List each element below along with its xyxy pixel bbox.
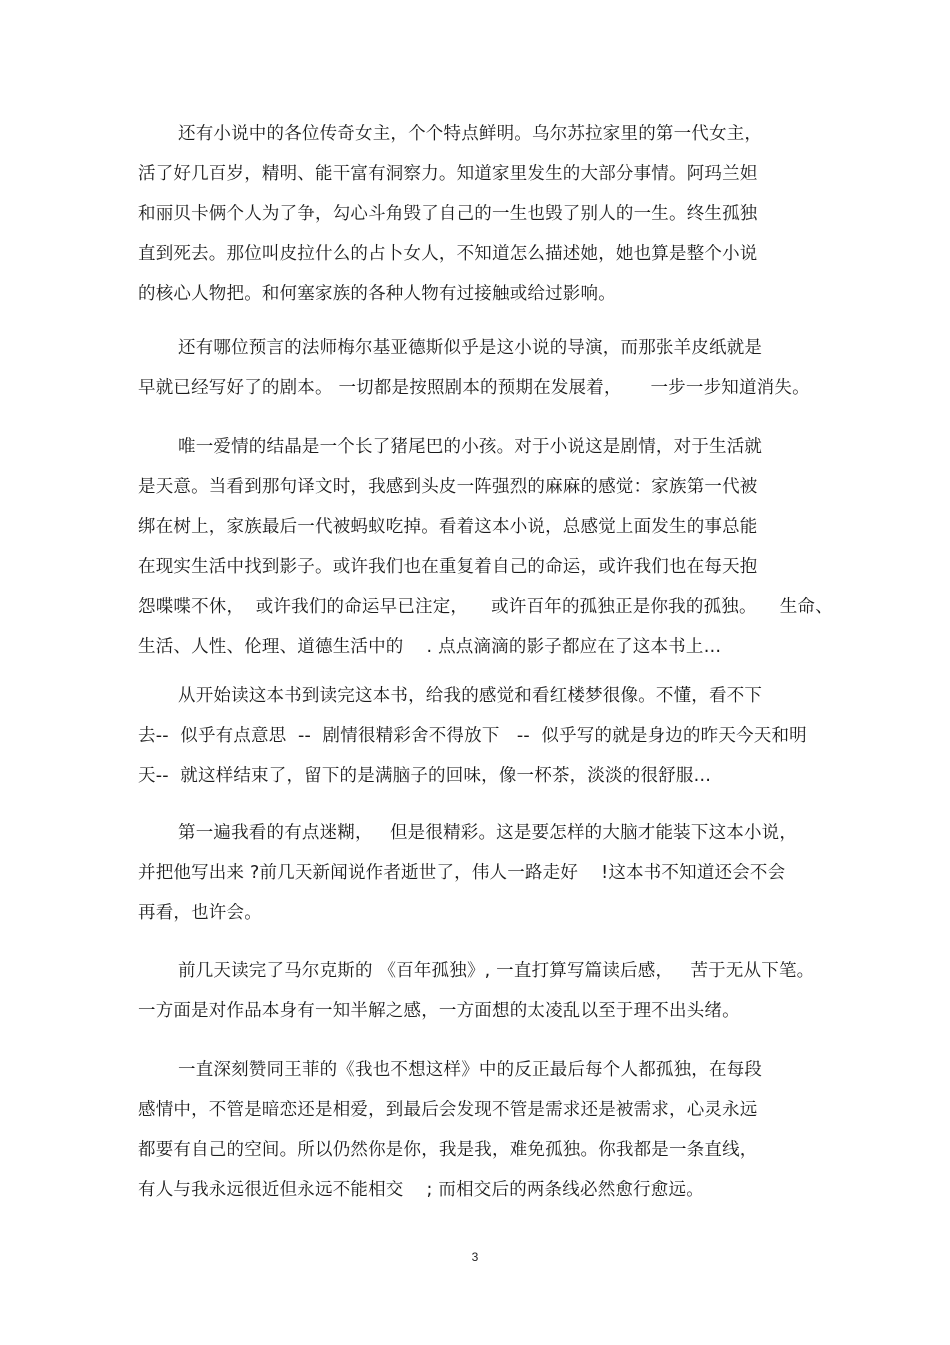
text-line: 有人与我永远很近但永远不能相交 ; 而相交后的两条线必然愈行愈远。 xyxy=(138,1180,704,1200)
text-line: 怨喋喋不休， 或许我们的命运早已注定， 或许百年的孤独正是你我的孤独。 生命、 xyxy=(138,597,833,617)
text-line: 在现实生活中找到影子。或许我们也在重复着自己的命运，或许我们也在每天抱 xyxy=(138,557,758,577)
text-line: 一方面是对作品本身有一知半解之感，一方面想的太凌乱以至于理不出头绪。 xyxy=(138,1001,740,1021)
text-line: 并把他写出来 ?前几天新闻说作者逝世了，伟人一路走好 !这本书不知道还会不会 xyxy=(138,863,786,883)
paragraph-2 xyxy=(138,328,828,408)
text-line: 感情中，不管是暗恋还是相爱，到最后会发现不管是需求还是被需求，心灵永远 xyxy=(138,1100,758,1120)
paragraph-3 xyxy=(138,427,833,667)
paragraph-6 xyxy=(138,951,828,1031)
text-line: 唯一爱情的结晶是一个长了猪尾巴的小孩。对于小说这是剧情，对于生活就 xyxy=(178,437,763,457)
text-line: 第一遍我看的有点迷糊， 但是很精彩。这是要怎样的大脑才能装下这本小说， xyxy=(178,823,798,843)
text-line: 早就已经写好了的剧本。 一切都是按照剧本的预期在发展着， 一步一步知道消失。 xyxy=(138,378,810,398)
text-line: 还有哪位预言的法师梅尔基亚德斯似乎是这小说的导演，而那张羊皮纸就是 xyxy=(178,338,763,358)
text-line: 绑在树上，家族最后一代被蚂蚁吃掉。看着这本小说，总感觉上面发生的事总能 xyxy=(138,517,758,537)
paragraph-4 xyxy=(138,676,828,796)
paragraph-7 xyxy=(138,1050,828,1210)
text-line: 生活、人性、伦理、道德生活中的 . 点点滴滴的影子都应在了这本书上… xyxy=(138,637,722,657)
text-line: 再看，也许会。 xyxy=(138,903,262,923)
text-line: 都要有自己的空间。所以仍然你是你，我是我，难免孤独。你我都是一条直线， xyxy=(138,1140,758,1160)
paragraph-1 xyxy=(138,114,828,314)
text-line: 天-- 就这样结束了，留下的是满脑子的回味，像一杯茶，淡淡的很舒服… xyxy=(138,766,712,786)
text-line: 一直深刻赞同王菲的《我也不想这样》中的反正最后每个人都孤独，在每段 xyxy=(178,1060,763,1080)
text-line: 还有小说中的各位传奇女主，个个特点鲜明。乌尔苏拉家里的第一代女主， xyxy=(178,124,763,144)
text-line: 从开始读这本书到读完这本书，给我的感觉和看红楼梦很像。不懂，看不下 xyxy=(178,686,763,706)
text-line: 前几天读完了马尔克斯的 《百年孤独》, 一直打算写篇读后感， 苦于无从下笔。 xyxy=(178,961,815,981)
page-number: 3 xyxy=(471,1250,479,1264)
text-line: 是天意。当看到那句译文时，我感到头皮一阵强烈的麻麻的感觉：家族第一代被 xyxy=(138,477,758,497)
text-line: 的核心人物把。和何塞家族的各种人物有过接触或给过影响。 xyxy=(138,284,616,304)
text-line: 去-- 似乎有点意思 -- 剧情很精彩舍不得放下 -- 似乎写的就是身边的昨天今天和明 xyxy=(138,726,807,746)
text-line: 直到死去。那位叫皮拉什么的占卜女人，不知道怎么描述她，她也算是整个小说 xyxy=(138,244,758,264)
text-line: 活了好几百岁，精明、能干富有洞察力。知道家里发生的大部分事情。阿玛兰妲 xyxy=(138,164,758,184)
paragraph-5 xyxy=(138,813,828,933)
text-line: 和丽贝卡俩个人为了争，勾心斗角毁了自己的一生也毁了别人的一生。终生孤独 xyxy=(138,204,758,224)
